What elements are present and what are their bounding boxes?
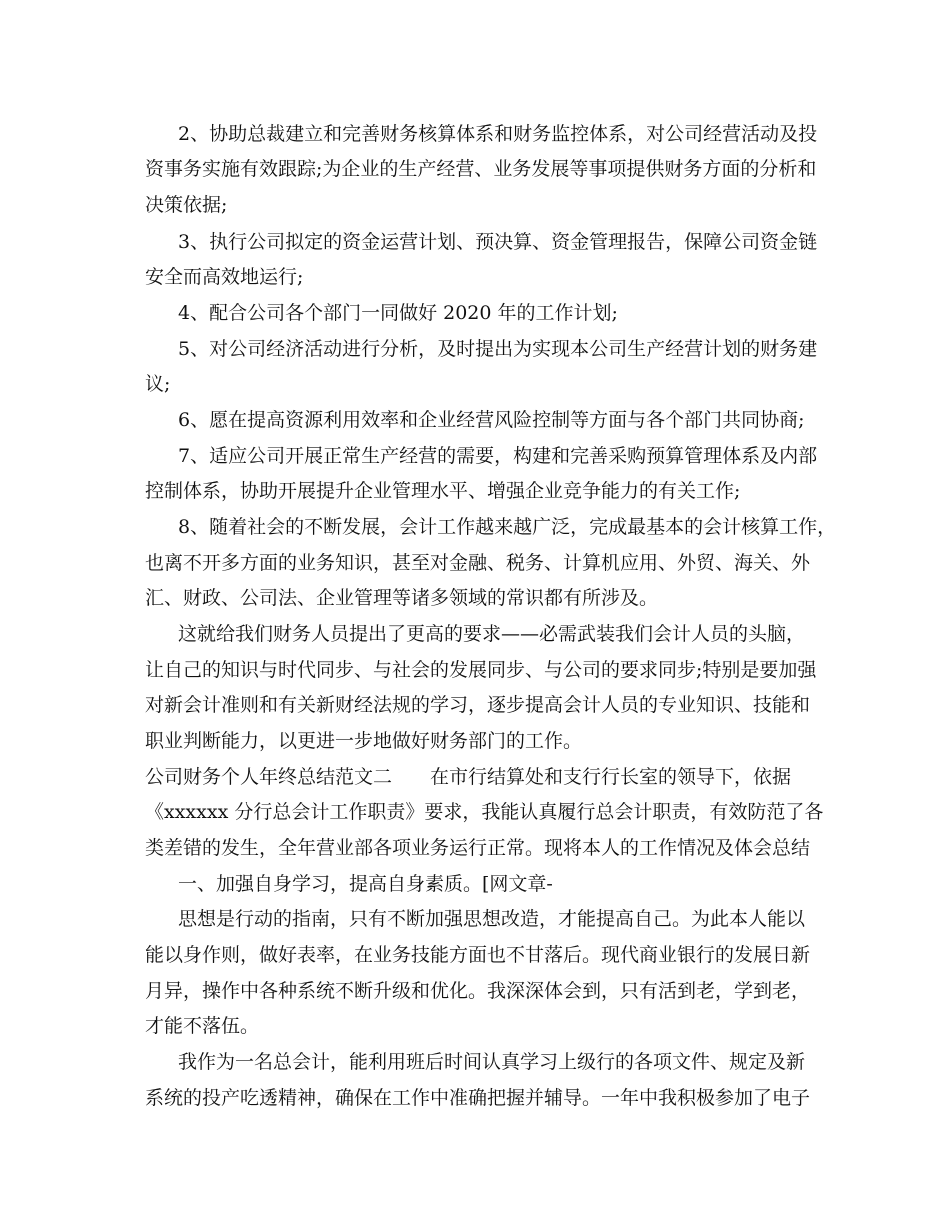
text-line: 2、协助总裁建立和完善财务核算体系和财务监控体系，对公司经营活动及投 <box>178 123 818 145</box>
text-line: 8、随着社会的不断发展，会计工作越来越广泛，完成最基本的会计核算工作， <box>178 516 837 538</box>
text-line: 一、加强自身学习，提高自身素质。[网文章- <box>178 873 553 895</box>
text-line: 月异，操作中各种系统不断升级和优化。我深深体会到，只有活到老，学到老， <box>145 980 811 1002</box>
text-line: 汇、财政、公司法、企业管理等诸多领域的常识都有所涉及。 <box>145 587 659 609</box>
text-line: 能以身作则，做好表率，在业务技能方面也不甘落后。现代商业银行的发展日新 <box>145 944 811 966</box>
text-line: 决策依据; <box>145 194 228 216</box>
text-line: 控制体系，协助开展提升企业管理水平、增强企业竞争能力的有关工作; <box>145 480 741 502</box>
text-line: 7、适应公司开展正常生产经营的需要，构建和完善采购预算管理体系及内部 <box>178 445 818 467</box>
text-line: 思想是行动的指南，只有不断加强思想改造，才能提高自己。为此本人能以 <box>178 908 806 930</box>
text-line: 也离不开多方面的业务知识，甚至对金融、税务、计算机应用、外贸、海关、外 <box>145 552 811 574</box>
text-line: 系统的投产吃透精神，确保在工作中准确把握并辅导。一年中我积极参加了电子 <box>145 1087 811 1109</box>
text-line: 5、对公司经济活动进行分析，及时提出为实现本公司生产经营计划的财务建 <box>178 338 818 360</box>
text-line: 安全而高效地运行; <box>145 266 304 288</box>
text-line: 我作为一名总会计，能利用班后时间认真学习上级行的各项文件、规定及新 <box>178 1051 806 1073</box>
text-line: 4、配合公司各个部门一同做好 2020 年的工作计划; <box>178 302 618 324</box>
text-line: 职业判断能力，以更进一步地做好财务部门的工作。 <box>145 730 583 752</box>
text-line: 让自己的知识与时代同步、与社会的发展同步、与公司的要求同步;特别是要加强 <box>145 659 817 681</box>
text-line: 6、愿在提高资源利用效率和企业经营风险控制等方面与各个部门共同协商; <box>178 409 805 431</box>
text-line: 3、执行公司拟定的资金运营计划、预决算、资金管理报告，保障公司资金链 <box>178 231 818 253</box>
text-line: 资事务实施有效跟踪;为企业的生产经营、业务发展等事项提供财务方面的分析和 <box>145 158 817 180</box>
text-line: 《xxxxxx 分行总会计工作职责》要求，我能认真履行总会计职责，有效防范了各 <box>145 801 824 823</box>
text-line: 这就给我们财务人员提出了更高的要求——必需武装我们会计人员的头脑， <box>178 623 806 645</box>
text-line: 对新会计准则和有关新财经法规的学习，逐步提高会计人员的专业知识、技能和 <box>145 694 811 716</box>
text-line: 公司财务个人年终总结范文二 在市行结算处和支行行长室的领导下，依据 <box>145 766 792 788</box>
text-line: 议; <box>145 373 171 395</box>
text-line: 类差错的发生，全年营业部各项业务运行正常。现将本人的工作情况及体会总结 <box>145 837 811 859</box>
text-line: 才能不落伍。 <box>145 1015 260 1037</box>
